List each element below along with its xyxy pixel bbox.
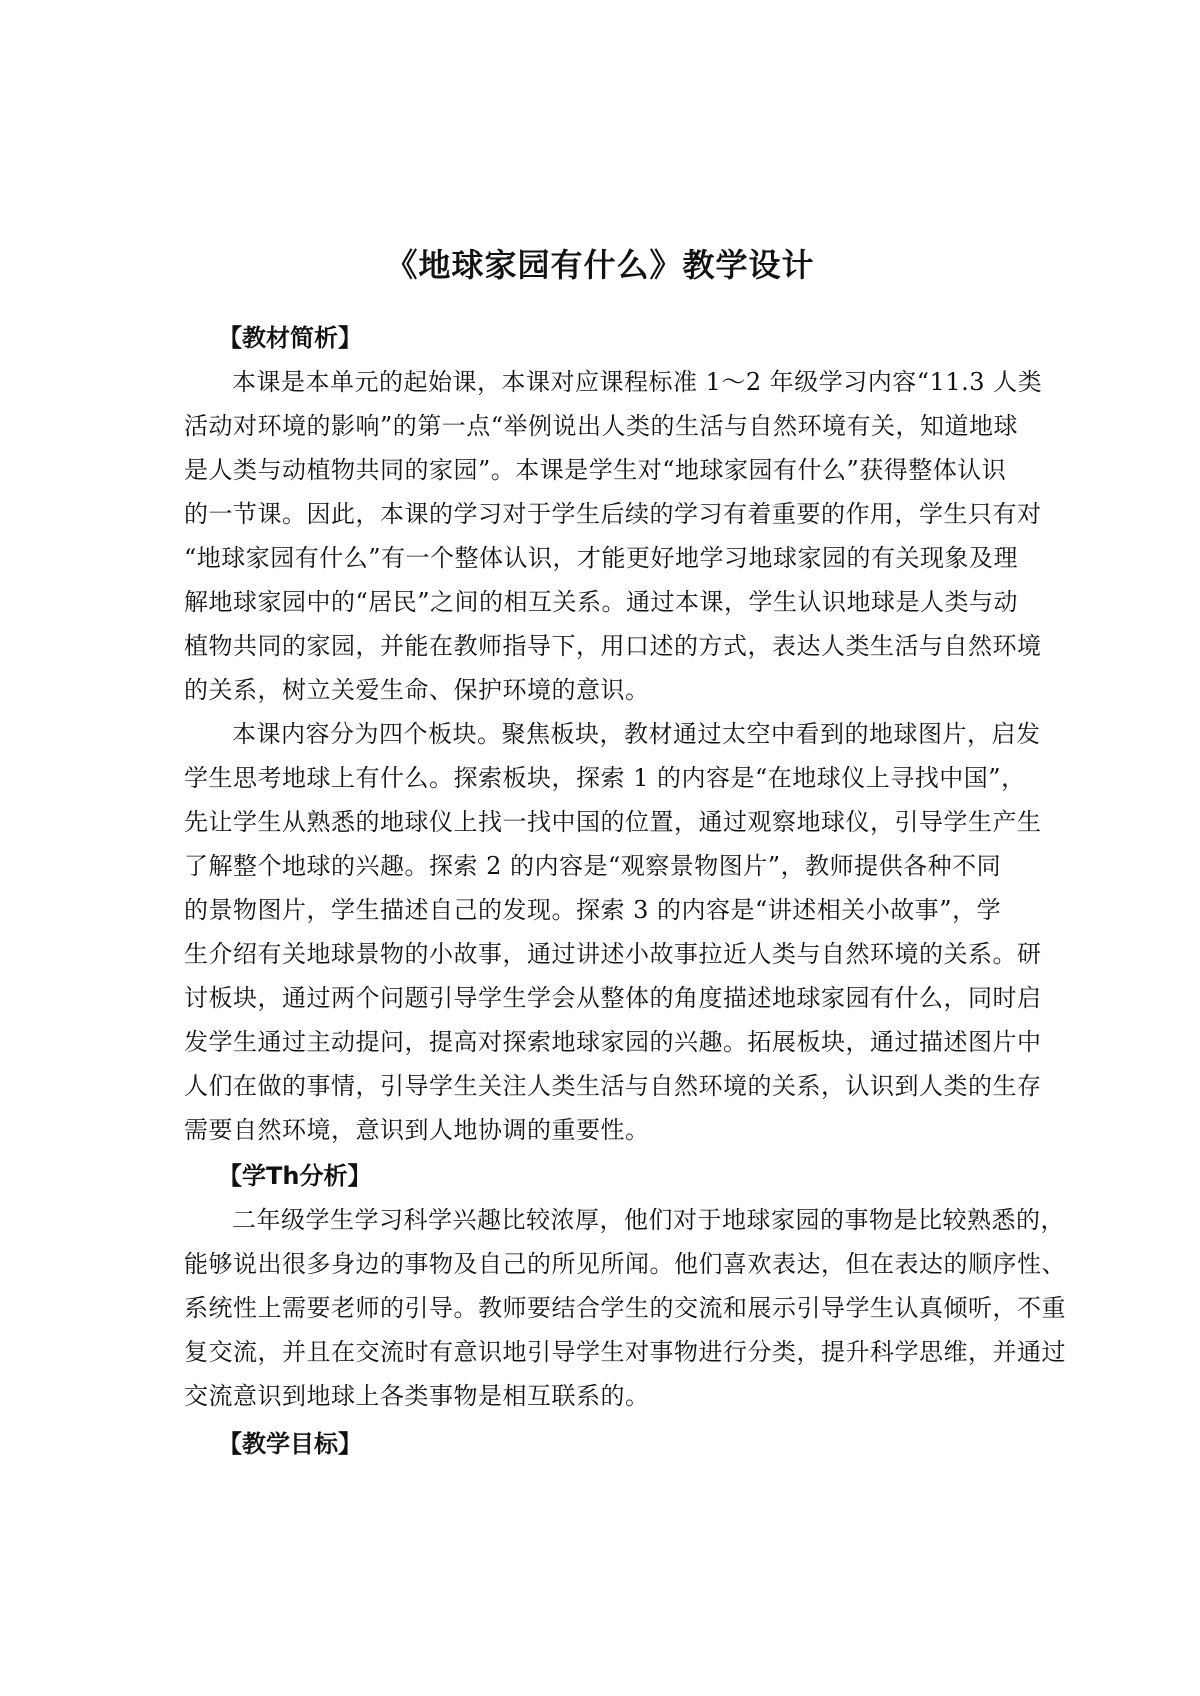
section-heading-teaching-objectives: 【教学目标】	[218, 1430, 362, 1458]
paragraph-line: 的景物图片，学生描述自己的发现。探索 3 的内容是“讲述相关小故事”，学	[184, 896, 1002, 924]
document-title: 《地球家园有什么》教学设计	[385, 246, 815, 284]
paragraph-line: 是人类与动植物共同的家园”。本课是学生对“地球家园有什么”获得整体认识	[184, 456, 1007, 484]
paragraph-line: 活动对环境的影响”的第一点“举例说出人类的生活与自然环境有关，知道地球	[184, 412, 1019, 440]
paragraph-line: 先让学生从熟悉的地球仪上找一找中国的位置，通过观察地球仪，引导学生产生	[184, 808, 1042, 836]
paragraph-line: 了解整个地球的兴趣。探索 2 的内容是“观察景物图片”，教师提供各种不同	[184, 852, 1002, 880]
paragraph-line: 能够说出很多身边的事物及自己的所见所闻。他们喜欢表达，但在表达的顺序性、	[184, 1250, 1066, 1278]
paragraph-line: 系统性上需要老师的引导。教师要结合学生的交流和展示引导学生认真倾听，不重	[184, 1294, 1066, 1322]
paragraph-line: 植物共同的家园，并能在教师指导下，用口述的方式，表达人类生活与自然环境	[184, 632, 1042, 660]
paragraph-line: 发学生通过主动提问，提高对探索地球家园的兴趣。拓展板块，通过描述图片中	[184, 1028, 1042, 1056]
paragraph-line: 学生思考地球上有什么。探索板块，探索 1 的内容是“在地球仪上寻找中国”，	[184, 764, 1026, 792]
paragraph-line: 解地球家园中的“居民”之间的相互关系。通过本课，学生认识地球是人类与动	[184, 588, 1019, 616]
section-heading-textbook-analysis: 【教材简析】	[218, 324, 362, 352]
paragraph-line: 的关系，树立关爱生命、保护环境的意识。	[184, 676, 650, 704]
paragraph-line: 复交流，并且在交流时有意识地引导学生对事物进行分类，提升科学思维，并通过	[184, 1338, 1066, 1366]
paragraph-line: 本课是本单元的起始课，本课对应课程标准 1～2 年级学习内容“11.3 人类	[232, 368, 1043, 396]
section-heading-student-analysis: 【学Th分析】	[218, 1162, 372, 1190]
paragraph-line: 需要自然环境，意识到人地协调的重要性。	[184, 1116, 650, 1144]
paragraph-line: 生介绍有关地球景物的小故事，通过讲述小故事拉近人类与自然环境的关系。研	[184, 940, 1042, 968]
paragraph-line: 的一节课。因此，本课的学习对于学生后续的学习有着重要的作用，学生只有对	[184, 500, 1042, 528]
paragraph-line: 人们在做的事情，引导学生关注人类生活与自然环境的关系，认识到人类的生存	[184, 1072, 1042, 1100]
paragraph-line: “地球家园有什么”有一个整体认识，才能更好地学习地球家园的有关现象及理	[184, 544, 1019, 572]
paragraph-line: 交流意识到地球上各类事物是相互联系的。	[184, 1382, 650, 1410]
paragraph-line: 本课内容分为四个板块。聚焦板块，教材通过太空中看到的地球图片，启发	[232, 720, 1041, 748]
paragraph-line: 讨板块，通过两个问题引导学生学会从整体的角度描述地球家园有什么，同时启	[184, 984, 1042, 1012]
paragraph-line: 二年级学生学习科学兴趣比较浓厚，他们对于地球家园的事物是比较熟悉的，	[232, 1206, 1065, 1234]
